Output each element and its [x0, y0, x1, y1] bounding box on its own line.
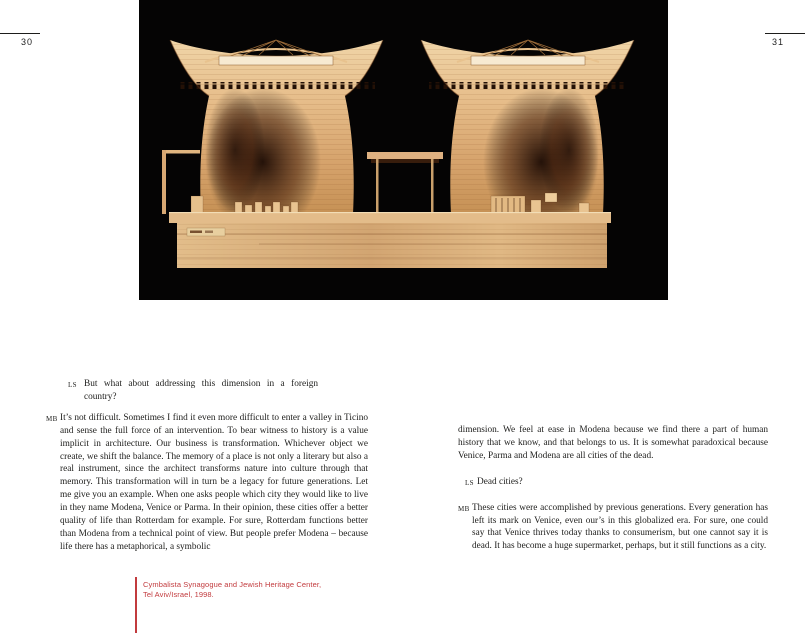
model-tower-right: [421, 40, 634, 236]
model-left-annex: [162, 150, 203, 214]
model-scale-plate: [187, 228, 225, 236]
model-middle-slab: [367, 152, 443, 214]
photo-caption: [143, 580, 343, 599]
speaker-label-ls: LS: [465, 478, 474, 487]
question-text: But what about addressing this dimension in a foreign country?: [84, 379, 318, 402]
answer-text: It’s not difficult. Sometimes I find it even more difficult to enter a valley in Ticino and sense the full force of an intervention. To bear witness to history is a value implicit in architecture. Our business is transformation. Whichever object we create, we shift the balance. The memory of a place is not only a literary but also a real instrument, since the architect transforms nature into culture through that memory. This transformation will in turn be a legacy for future generations. Let me give you an example. When one asks people which city they would like to live in they name Modena, Venice or Parma. In their opinion, these cities offer a better quality of life than Rotterdam for example. For sure, Rotterdam functions better than Modena from a technical point of view. But people prefer Modena – because life there has a metaphorical, a symbolic: [60, 412, 368, 552]
caption-rule: [135, 577, 137, 633]
caption-line-1: Cymbalista Synagogue and Jewish Heritage Center,: [143, 580, 322, 589]
interview-column-left: [46, 378, 368, 554]
folio-rule-right: [765, 33, 805, 34]
interview-question: [68, 378, 318, 404]
interview-column-right: [458, 424, 768, 553]
page-number-right: 31: [771, 37, 784, 47]
answer-continued-text: dimension. We feel at ease in Modena because we find there a part of human history that we know, and that belongs to us. It is somewhat paradoxical because Venice, Parma and Modena are all cities of the dead.: [458, 425, 768, 461]
caption-line-2: Tel Aviv/Israel, 1998.: [143, 589, 214, 599]
model-illustration: [139, 0, 668, 300]
model-base-platform: [169, 212, 611, 268]
interview-question: [465, 476, 768, 489]
interview-answer: [458, 502, 768, 554]
model-photograph: [139, 0, 668, 300]
question-text: Dead cities?: [477, 476, 523, 487]
page-number-left: 30: [20, 37, 33, 47]
speaker-label-mb: MB: [46, 414, 58, 423]
speaker-label-mb: MB: [458, 504, 470, 513]
speaker-label-ls: LS: [68, 381, 77, 389]
interview-answer-continued: [458, 424, 768, 463]
answer-text: These cities were accomplished by previous generations. Every generation has left its mark on Venice, even our’s in this globalized era. For sure, one could say that Venice thrives today thanks to consumerism, but one cannot say it is dead. It has become a huge supermarket, perhaps, but it still functions as a city.: [472, 502, 768, 552]
folio-rule-left: [0, 33, 40, 34]
interview-answer: [46, 412, 368, 554]
